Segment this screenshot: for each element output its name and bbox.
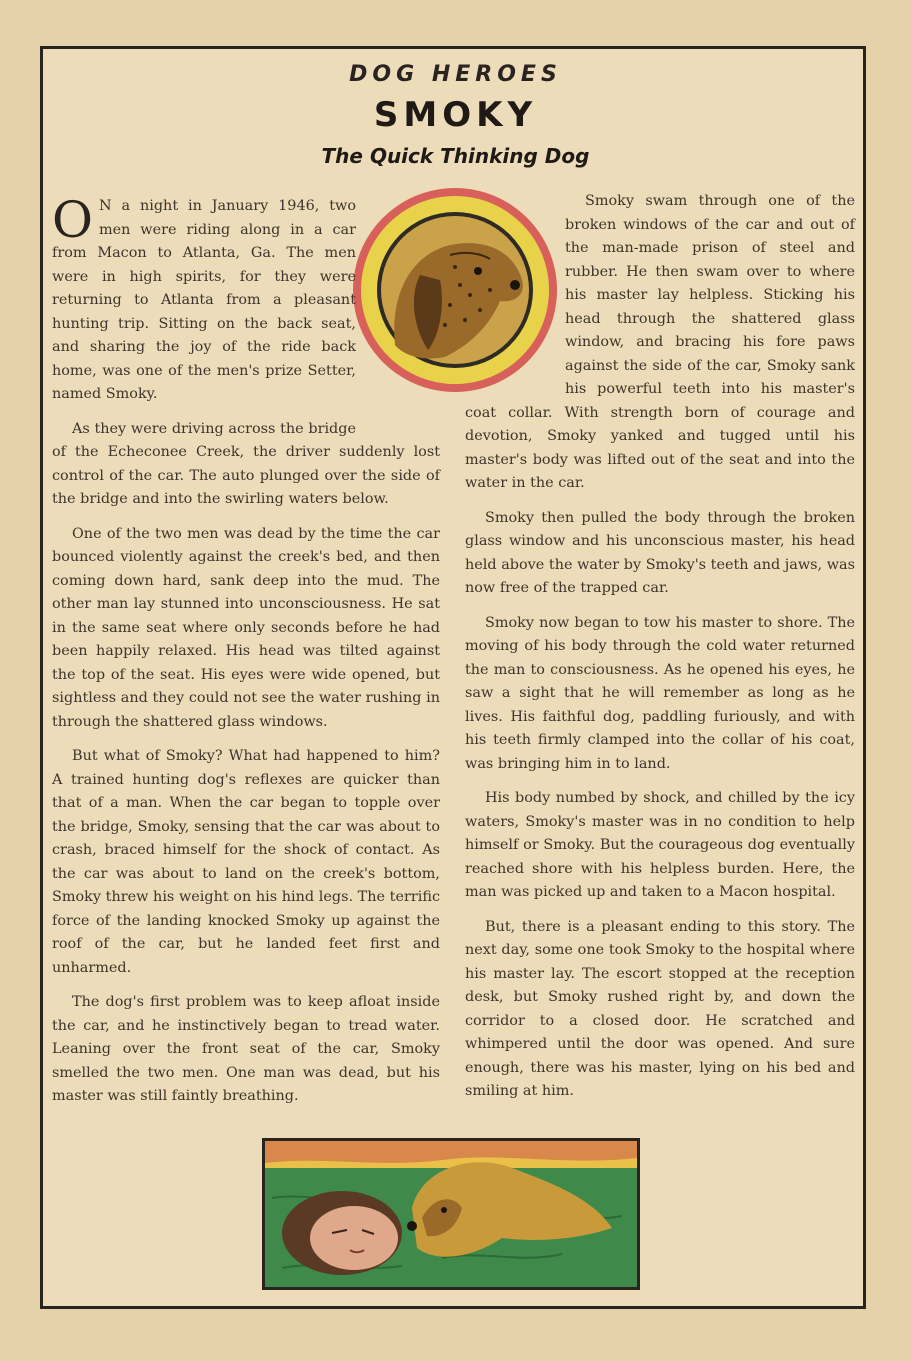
- paragraph-5-text: The dog's first problem was to keep afloat inside the car, and he instinctively began to tread water. Leaning over the front seat of the car, Smoky smelled the two men. One man was dead, but his master was still faintly breathing.: [52, 994, 440, 1104]
- paragraph-1-text: N a night in January 1946, two men were riding along in a car from Macon to Atlanta, Ga. The men were in high spirits, for they were returning to Atlanta from a pleasant hunting trip. Sitting on the back seat, and sharing the joy of the ride back home, was one of the men's prize Setter, named Smoky.: [52, 198, 356, 402]
- paragraph-8: Smoky now began to tow his master to shore. The moving of his body through the cold water returned the man to consciousness. As he opened his eyes, he saw a sight that he will remember as long as he lives. His faithful dog, paddling furiously, and with his teeth firmly clamped into the collar of his coat, was bringing him in to land.: [465, 614, 855, 772]
- paragraph-5: [52, 991, 440, 1109]
- paragraph-10: But, there is a pleasant ending to this story. The next day, some one took Smoky to the hospital where his master lay. The escort stopped at the reception desk, but Smoky rushed right by, and down the corridor to a closed door. He scratched and whimpered until the door was opened. And sure enough, there was his master, lying on his bed and smiling at him.: [465, 918, 855, 1099]
- paragraph-7: Smoky then pulled the body through the broken glass window and his unconscious master, his head held above the water by Smoky's teeth and jaws, was now free of the trapped car.: [465, 509, 855, 596]
- right-column: [465, 190, 855, 1115]
- drop-cap: O: [52, 191, 93, 249]
- paragraph-4: But what of Smoky? What had happened to him? A trained hunting dog's reflexes are quicker than that of a man. When the car began to topple over the bridge, Smoky, sensing that the car was about to crash, braced himself for the shock of contact. As the car was about to land on the creek's bottom, Smoky threw his weight on his hind legs. The terrific force of the landing knocked Smoky up against the roof of the car, but he landed feet first and unharmed.: [52, 748, 440, 976]
- story-subtitle: The Quick Thinking Dog: [321, 144, 590, 168]
- paragraph-2: As they were driving across the bridge of the Echeconee Creek, the driver suddenly lost control of the car. The auto plunged over the side of the bridge and into the swirling waters below.: [52, 420, 440, 507]
- dog-towing-master-illustration: [262, 1138, 640, 1290]
- paragraph-9: His body numbed by shock, and chilled by the icy waters, Smoky's master was in no condition to help himself or Smoky. But the courageous dog eventually reached shore with his helpless burden. Here, the man was picked up and taken to a Macon hospital.: [465, 790, 855, 900]
- series-kicker: DOG HEROES: [349, 62, 562, 87]
- paragraph-3: One of the two men was dead by the time the car bounced violently against the creek's bed, and then coming down hard, sank deep into the mud. The other man lay stunned into unconsciousness. He sat in the same seat where only seconds before he had been happily relaxed. His head was tilted against the top of the seat. His eyes were wide opened, but sightless and they could not see the water rushing in through the shattered glass windows.: [52, 525, 440, 730]
- paragraph-6: Smoky swam through one of the broken windows of the car and out of the man-made prison of steel and rubber. He then swam over to where his master lay helpless. Sticking his head through the shattered glass window, and bracing his fore paws against the side of the car, Smoky sank his powerful teeth into his master's coat collar. With strength born of courage and devotion, Smoky yanked and tugged until his master's body was lifted out of the seat and into the water in the car.: [465, 193, 855, 491]
- left-column: [52, 191, 440, 1120]
- story-title: SMOKY: [373, 95, 538, 135]
